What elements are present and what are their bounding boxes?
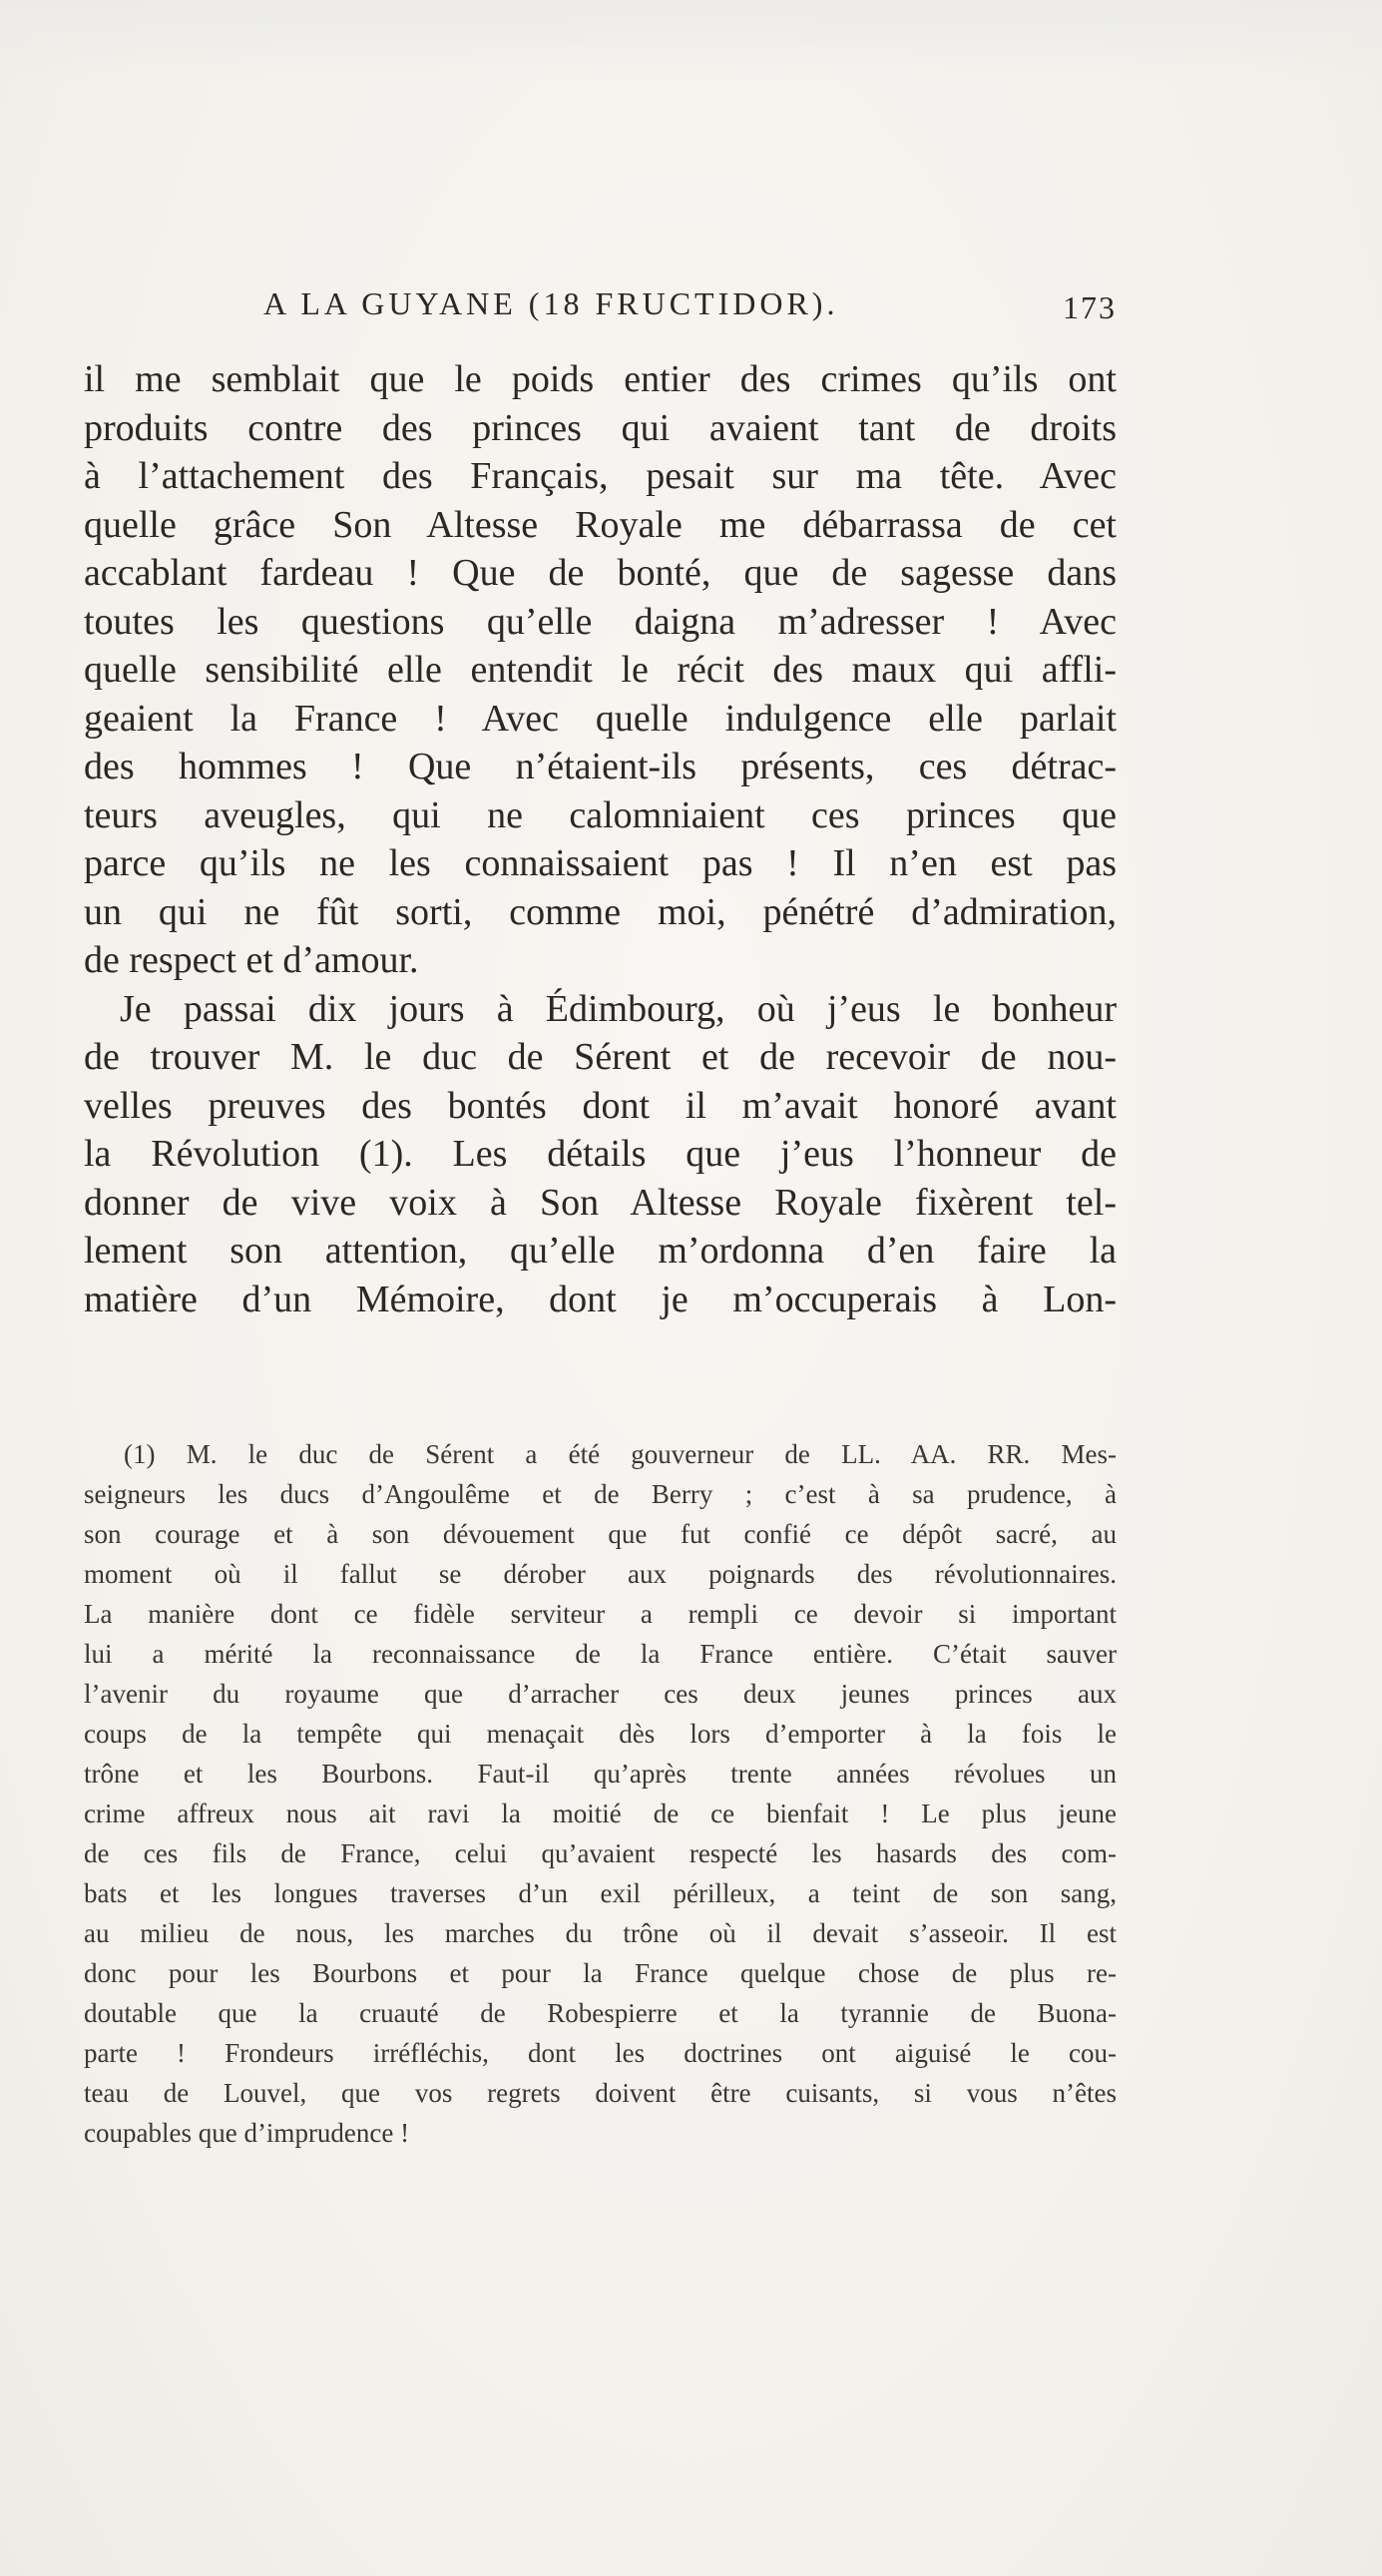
text-line: geaient la France ! Avec quelle indulgence elle parlait <box>84 697 1117 740</box>
paragraph-1 <box>84 355 1117 985</box>
footnote-line: l’avenir du royaume que d’arracher ces deux jeunes princes aux <box>84 1679 1117 1709</box>
text-line: lement son attention, qu’elle m’ordonna d’en faire la <box>84 1230 1117 1272</box>
footnote-line: teau de Louvel, que vos regrets doivent être cuisants, si vous n’êtes <box>84 2078 1117 2108</box>
footnote-line: bats et les longues traverses d’un exil périlleux, a teint de son sang, <box>84 1878 1117 1908</box>
footnote-line: parte ! Frondeurs irréfléchis, dont les doctrines ont aiguisé le cou- <box>84 2038 1117 2068</box>
text-line: matière d’un Mémoire, dont je m’occuperais à Lon- <box>84 1278 1117 1320</box>
paragraph-2 <box>84 985 1117 1324</box>
text-line: Je passai dix jours à Édimbourg, où j’eus le bonheur <box>120 987 1117 1030</box>
running-head <box>84 285 1117 335</box>
page-number: 173 <box>1063 289 1117 325</box>
page-top-shadow <box>0 0 1382 80</box>
text-line: la Révolution (1). Les détails que j’eus l’honneur de <box>84 1133 1117 1175</box>
text-line: quelle sensibilité elle entendit le récit des maux qui affli- <box>84 649 1117 691</box>
footnote-line: seigneurs les ducs d’Angoulême et de Berry ; c’est à sa prudence, à <box>84 1479 1117 1509</box>
footnote-line: (1) M. le duc de Sérent a été gouverneur de LL. AA. RR. Mes- <box>124 1439 1117 1469</box>
footnote-line: coups de la tempête qui menaçait dès lors d’emporter à la fois le <box>84 1719 1117 1749</box>
text-line: quelle grâce Son Altesse Royale me débarrassa de cet <box>84 503 1117 546</box>
text-line: donner de vive voix à Son Altesse Royale fixèrent tel- <box>84 1181 1117 1224</box>
footnote-line: donc pour les Bourbons et pour la France quelque chose de plus re- <box>84 1958 1117 1988</box>
text-line: de trouver M. le duc de Sérent et de recevoir de nou- <box>84 1036 1117 1078</box>
footnote-line: son courage et à son dévouement que fut confié ce dépôt sacré, au <box>84 1519 1117 1549</box>
footnote-line: au milieu de nous, les marches du trône où il devait s’asseoir. Il est <box>84 1918 1117 1948</box>
text-line: toutes les questions qu’elle daigna m’adresser ! Avec <box>84 600 1117 643</box>
text-line: accablant fardeau ! Que de bonté, que de sagesse dans <box>84 552 1117 594</box>
footnote-line: de ces fils de France, celui qu’avaient respecté les hasards des com- <box>84 1838 1117 1868</box>
footnote-line: coupables que d’imprudence ! <box>84 2118 410 2148</box>
body-text <box>84 355 1117 1323</box>
text-line: produits contre des princes qui avaient tant de droits <box>84 406 1117 449</box>
footnote-line: crime affreux nous ait ravi la moitié de ce bienfait ! Le plus jeune <box>84 1799 1117 1828</box>
text-line: parce qu’ils ne les connaissaient pas ! Il n’en est pas <box>84 842 1117 884</box>
text-line: à l’attachement des Français, pesait sur ma tête. Avec <box>84 455 1117 497</box>
footnote-line: La manière dont ce fidèle serviteur a rempli ce devoir si important <box>84 1599 1117 1629</box>
footnote-line: trône et les Bourbons. Faut-il qu’après trente années révolues un <box>84 1759 1117 1789</box>
text-line: velles preuves des bontés dont il m’avait honoré avant <box>84 1084 1117 1127</box>
text-line: un qui ne fût sorti, comme moi, pénétré d’admiration, <box>84 890 1117 933</box>
footnote <box>84 1434 1117 2153</box>
text-line: teurs aveugles, qui ne calomniaient ces princes que <box>84 793 1117 836</box>
footnote-line: moment où il fallut se dérober aux poignards des révolutionnaires. <box>84 1559 1117 1589</box>
text-line: il me semblait que le poids entier des crimes qu’ils ont <box>84 358 1117 400</box>
footnote-line: lui a mérité la reconnaissance de la France entière. C’était sauver <box>84 1639 1117 1669</box>
footnote-line: doutable que la cruauté de Robespierre et la tyrannie de Buona- <box>84 1998 1117 2028</box>
text-line: de respect et d’amour. <box>84 939 419 981</box>
running-title: A LA GUYANE (18 FRUCTIDOR). <box>263 285 839 321</box>
text-line: des hommes ! Que n’étaient-ils présents, ces détrac- <box>84 746 1117 787</box>
